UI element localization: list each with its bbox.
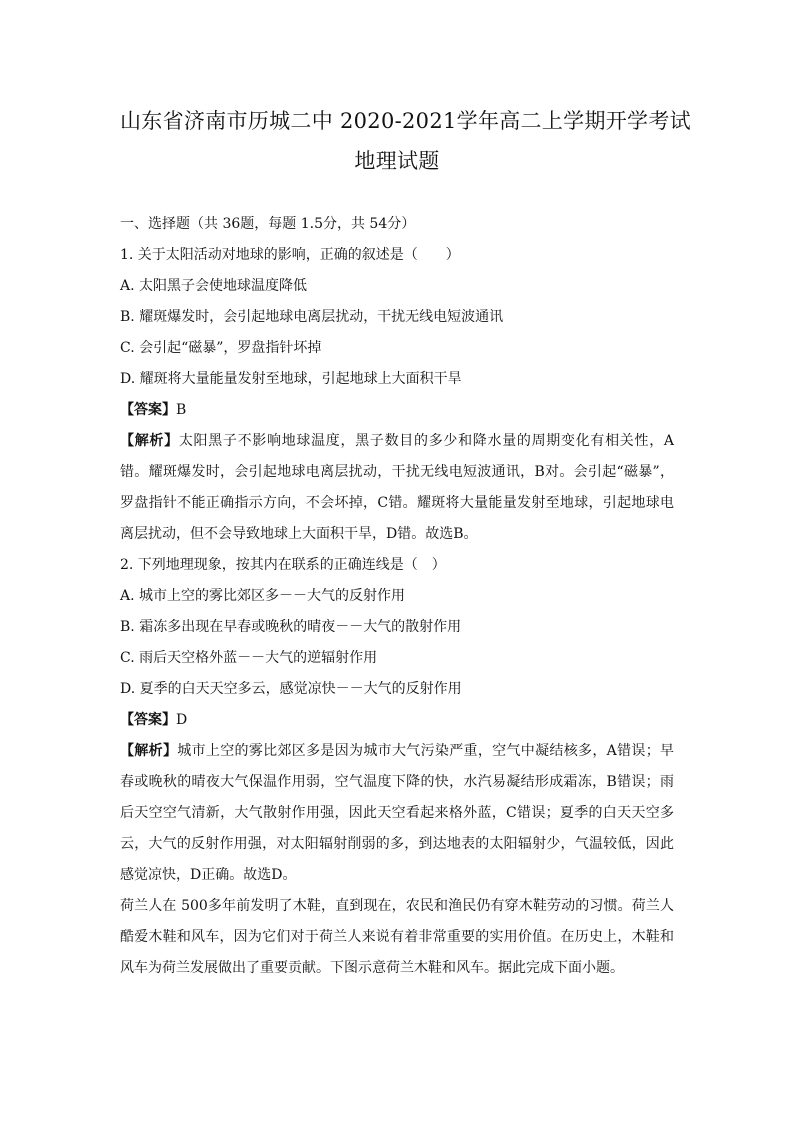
document-title [120,101,691,181]
analysis-text: 城市上空的雾比郊区多是因为城市大气污染严重，空气中凝结核多，A错误；早春或晚秋的晴夜大气保温作用弱，空气温度下降的快，水汽易凝结形成霜冻，B错误；雨后天空空气清新，大气散射作用强，因此天空看起来格外蓝，C错误；夏季的白天天空多云，大气的反射作用强，对太阳辐射削弱的多，到达地表的太阳辐射少，气温较低，因此感觉凉快，D正确。故选D。 [120,743,675,883]
question-1-option-c: C. 会引起“磁暴”，罗盘指针坏掉 [120,340,322,356]
answer-label: 【答案】 [120,402,176,418]
answer-value: D [176,712,188,728]
question-2-stem: 2. 下列地理现象，按其内在联系的正确连线是（ ） [120,557,446,573]
analysis-text: 太阳黑子不影响地球温度，黑子数目的多少和降水量的周期变化有相关性，A错。耀斑爆发时，会引起地球电离层扰动，干扰无线电短波通讯，B对。会引起“磁暴”，罗盘指针不能正确指示方向，不会坏掉，C错。耀斑将大量能量发射至地球，引起地球电离层扰动，但不会导致地球上大面积干旱，D错。故选B。 [120,433,675,542]
document-body [120,209,674,984]
analysis-label: 【解析】 [120,743,178,759]
question-2-option-c: C. 雨后天空格外蓝－－大气的逆辐射作用 [120,650,378,666]
question-1-answer [120,395,674,426]
analysis-label: 【解析】 [120,433,179,449]
question-2 [120,550,674,891]
answer-value: B [176,402,187,418]
question-1-stem: 1. 关于太阳活动对地球的影响，正确的叙述是（ ） [120,247,460,263]
question-1-option-b: B. 耀斑爆发时，会引起地球电离层扰动，干扰无线电短波通讯 [120,309,504,325]
question-1-option-a: A. 太阳黑子会使地球温度降低 [120,278,308,294]
question-2-option-d: D. 夏季的白天天空多云，感觉凉快－－大气的反射作用 [120,681,462,697]
title-line-2: 地理试题 [354,149,440,173]
question-1-analysis [120,426,674,550]
question-2-answer [120,705,674,736]
question-2-option-a: A. 城市上空的雾比郊区多－－大气的反射作用 [120,588,406,604]
question-1-option-d: D. 耀斑将大量能量发射至地球，引起地球上大面积干旱 [120,371,462,387]
title-line-1: 山东省济南市历城二中 2020-2021学年高二上学期开学考试 [120,109,691,133]
question-2-option-b: B. 霜冻多出现在早春或晚秋的晴夜－－大气的散射作用 [120,619,462,635]
material-passage: 荷兰人在 500多年前发明了木鞋，直到现在，农民和渔民仍有穿木鞋劳动的习惯。荷兰人酷爱木鞋和风车，因为它们对于荷兰人来说有着非常重要的实用价值。在历史上，木鞋和风车为荷兰发展做出了重要贡献。下图示意荷兰木鞋和风车。据此完成下面小题。 [120,898,674,976]
question-2-analysis [120,736,674,891]
answer-label: 【答案】 [120,712,176,728]
question-1 [120,240,674,550]
section-heading: 一、选择题（共 36题，每题 1.5分，共 54分） [120,216,416,232]
